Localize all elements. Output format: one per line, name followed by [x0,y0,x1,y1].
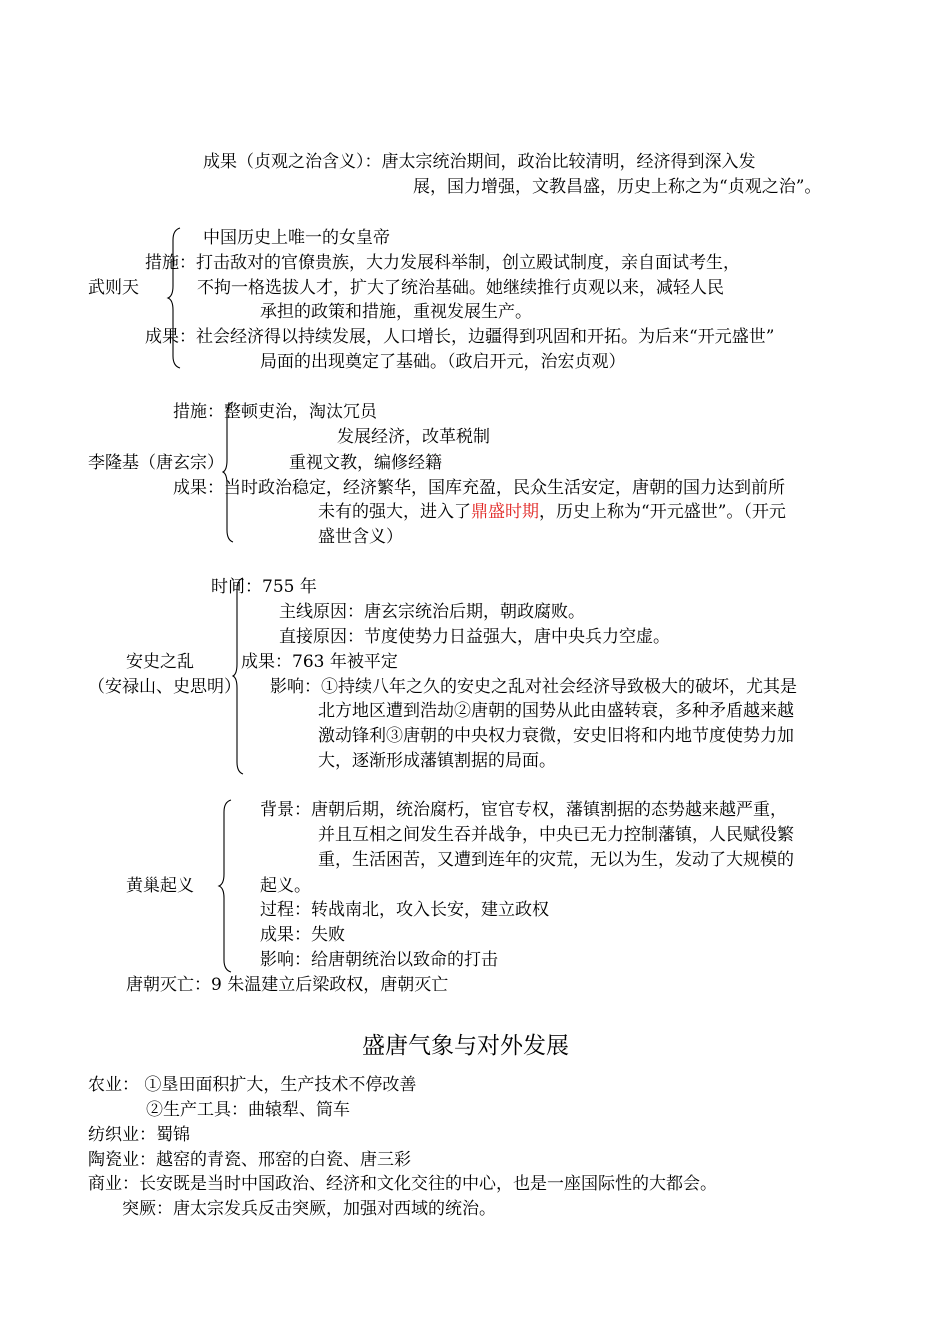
wuzetian-measures-2: 不拘一格选拔人才，扩大了统治基础。她继续推行贞观以来，减轻人民 [197,278,724,298]
tujue-line: 突厥：唐太宗发兵反击突厥，加强对西域的统治。 [122,1199,496,1219]
huangchao-bg-3: 重，生活困苦，又遭到连年的灾荒，无以为生，发动了大规模的 [318,850,794,870]
lilongji-measures-3: 重视文教，编修经籍 [289,453,442,473]
lilongji-result-2 [318,500,786,524]
anshi-label-2: （安禄山、史思明） [88,677,241,697]
agriculture-line-2: ②生产工具：曲辕犁、筒车 [146,1100,350,1120]
anshi-impact-4: 大，逐渐形成藩镇割据的局面。 [318,751,556,771]
huangchao-bg-1: 背景：唐朝后期，统治腐朽，宦官专权，藩镇割据的态势越来越严重， [260,800,787,820]
huangchao-result: 成果：失败 [260,925,345,945]
lilongji-result-3: 盛世含义） [318,527,403,547]
wuzetian-result-2: 局面的出现奠定了基础。（政启开元，治宏贞观） [260,352,626,372]
lilongji-measures-2: 发展经济，改革税制 [337,427,490,447]
anshi-main-cause: 主线原因：唐玄宗统治后期，朝政腐败。 [279,602,585,622]
wuzetian-intro: 中国历史上唯一的女皇帝 [203,228,390,248]
wuzetian-label: 武则天 [88,278,139,298]
huangchao-label: 黄巢起义 [126,876,194,896]
tang-fall: 唐朝灭亡：9 朱温建立后梁政权，唐朝灭亡 [126,975,449,995]
anshi-result: 成果：763 年被平定 [241,652,398,672]
brace-huangchao [219,800,233,972]
zhenguan-line-2: 展，国力增强，文教昌盛，历史上称之为“贞观之治”。 [413,177,822,197]
ceramics-line: 陶瓷业：越窑的青瓷、邢窑的白瓷、唐三彩 [88,1150,411,1170]
anshi-label: 安史之乱 [126,652,194,672]
huangchao-bg-4: 起义。 [260,876,311,896]
lilongji-result-1: 成果：当时政治稳定，经济繁华，国库充盈，民众生活安定，唐朝的国力达到前所 [173,478,785,498]
wuzetian-measures-3: 承担的政策和措施，重视发展生产。 [260,302,532,322]
anshi-impact-3: 激动锋利③唐朝的中央权力衰微，安史旧将和内地节度使势力加 [318,726,794,746]
highlight-dingsheng: 鼎盛时期 [471,502,539,522]
lilongji-result-2b: ，历史上称为“开元盛世”。（开元 [539,502,786,522]
commerce-line: 商业：长安既是当时中国政治、经济和文化交往的中心，也是一座国际性的大都会。 [88,1174,717,1194]
huangchao-process: 过程：转战南北，攻入长安，建立政权 [260,900,549,920]
lilongji-measures-1: 措施：整顿吏治，淘汰冗员 [173,402,377,422]
wuzetian-result-1: 成果：社会经济得以持续发展，人口增长，边疆得到巩固和开拓。为后来“开元盛世” [145,327,775,347]
lilongji-label: 李隆基（唐玄宗） [88,453,224,473]
lilongji-result-2a: 未有的强大，进入了 [318,502,471,522]
textile-line: 纺织业：蜀锦 [88,1125,190,1145]
anshi-impact-2: 北方地区遭到浩劫②唐朝的国势从此由盛转衰，多种矛盾越来越 [318,701,794,721]
anshi-time: 时间：755 年 [211,577,317,597]
wuzetian-measures-1: 措施：打击敌对的官僚贵族，大力发展科举制，创立殿试制度，亲自面试考生， [145,253,740,273]
agriculture-line-1: 农业： ①垦田面积扩大，生产技术不停改善 [88,1075,417,1095]
section-title: 盛唐气象与对外发展 [362,1033,569,1059]
anshi-impact-1: 影响：①持续八年之久的安史之乱对社会经济导致极大的破坏，尤其是 [270,677,797,697]
huangchao-bg-2: 并且互相之间发生吞并战争，中央已无力控制藩镇，人民赋役繁 [318,825,794,845]
zhenguan-line-1: 成果（贞观之治含义）：唐太宗统治期间，政治比较清明，经济得到深入发 [203,152,756,172]
huangchao-impact: 影响：给唐朝统治以致命的打击 [260,950,498,970]
anshi-direct-cause: 直接原因：节度使势力日益强大，唐中央兵力空虚。 [279,627,670,647]
